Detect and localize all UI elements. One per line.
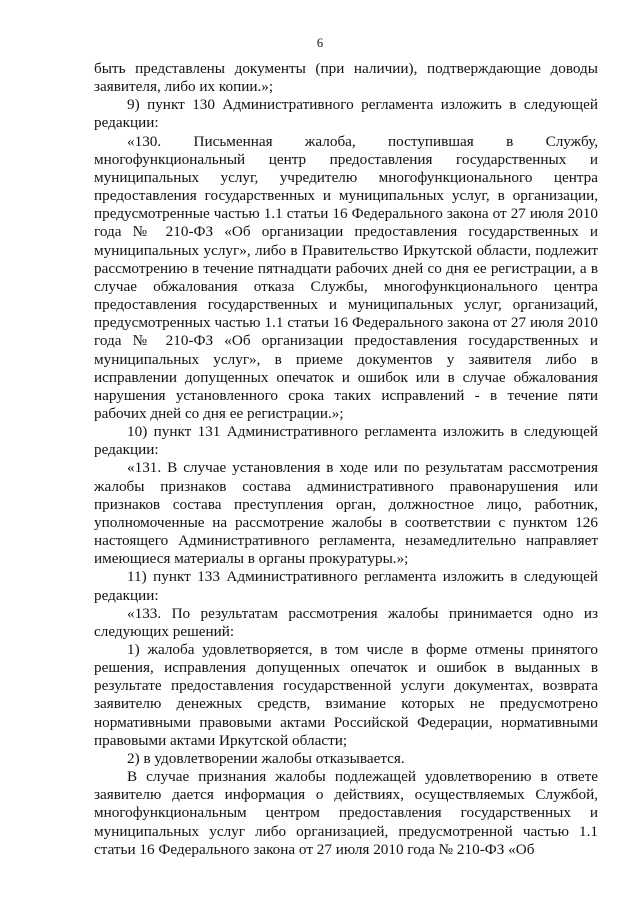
paragraph: быть представлены документы (при наличии), подтверждающие доводы заявителя, либо их копии.»; xyxy=(94,60,598,96)
paragraph: «133. По результатам рассмотрения жалобы принимается одно из следующих решений: xyxy=(94,604,598,640)
paragraph: 10) пункт 131 Административного регламента изложить в следующей редакции: xyxy=(94,423,598,459)
paragraph: 1) жалоба удовлетворяется, в том числе в форме отмены принятого решения, исправления допущенных опечаток и ошибок в выданных в результате предоставления государственной услуги документах, возврата заявителю денежных средств, взимание которых не предусмотрено нормативными правовыми актами Российской Федерации, нормативными правовыми актами Иркутской области; xyxy=(94,641,598,749)
paragraph: «131. В случае установления в ходе или по результатам рассмотрения жалобы признаков состава административного правонарушения или признаков состава преступления орган, должностное лицо, работник, уполномоченные на рассмотрение жалобы в соответствии с пунктом 126 настоящего Административного регламента, незамедлительно направляет имеющиеся материалы в органы прокуратуры.»; xyxy=(94,459,598,568)
paragraph: 11) пункт 133 Административного регламента изложить в следующей редакции: xyxy=(94,568,598,604)
paragraph: 2) в удовлетворении жалобы отказывается. xyxy=(127,749,405,767)
page-number: 6 xyxy=(316,36,324,50)
paragraph: В случае признания жалобы подлежащей удовлетворению в ответе заявителю дается информация о действиях, осуществляемых Службой, многофункциональным центром предоставления государственных и муниципальных услуг либо организацией, предусмотренной частью 1.1 статьи 16 Федерального закона от 27 июля 2010 года № 210-ФЗ «Об xyxy=(94,768,598,858)
paragraph: «130. Письменная жалоба, поступившая в Службу, многофункциональный центр предоставления государственных и муниципальных услуг, учредителю многофункционального центра предоставления государственных и муниципальных услуг, в организации, предусмотренные частью 1.1 статьи 16 Федерального закона от 27 июля 2010 года № 210-ФЗ «Об организации предоставления государственных и муниципальных услуг», либо в Правительство Иркутской области, подлежит рассмотрению в течение пятнадцати рабочих дней со дня ее регистрации, а в случае обжалования отказа Службы, многофункционального центра предоставления государственных и муниципальных услуг, организаций, предусмотренных частью 1.1 статьи 16 Федерального закона от 27 июля 2010 года № 210-ФЗ «Об организации предоставления государственных и муниципальных услуг», в приеме документов у заявителя либо в исправлении допущенных опечаток и ошибок или в случае обжалования нарушения установленного срока таких исправлений - в течение пяти рабочих дней со дня ее регистрации.»; xyxy=(94,132,598,422)
paragraph: 9) пункт 130 Административного регламента изложить в следующей редакции: xyxy=(94,96,598,132)
document-body xyxy=(94,60,598,859)
